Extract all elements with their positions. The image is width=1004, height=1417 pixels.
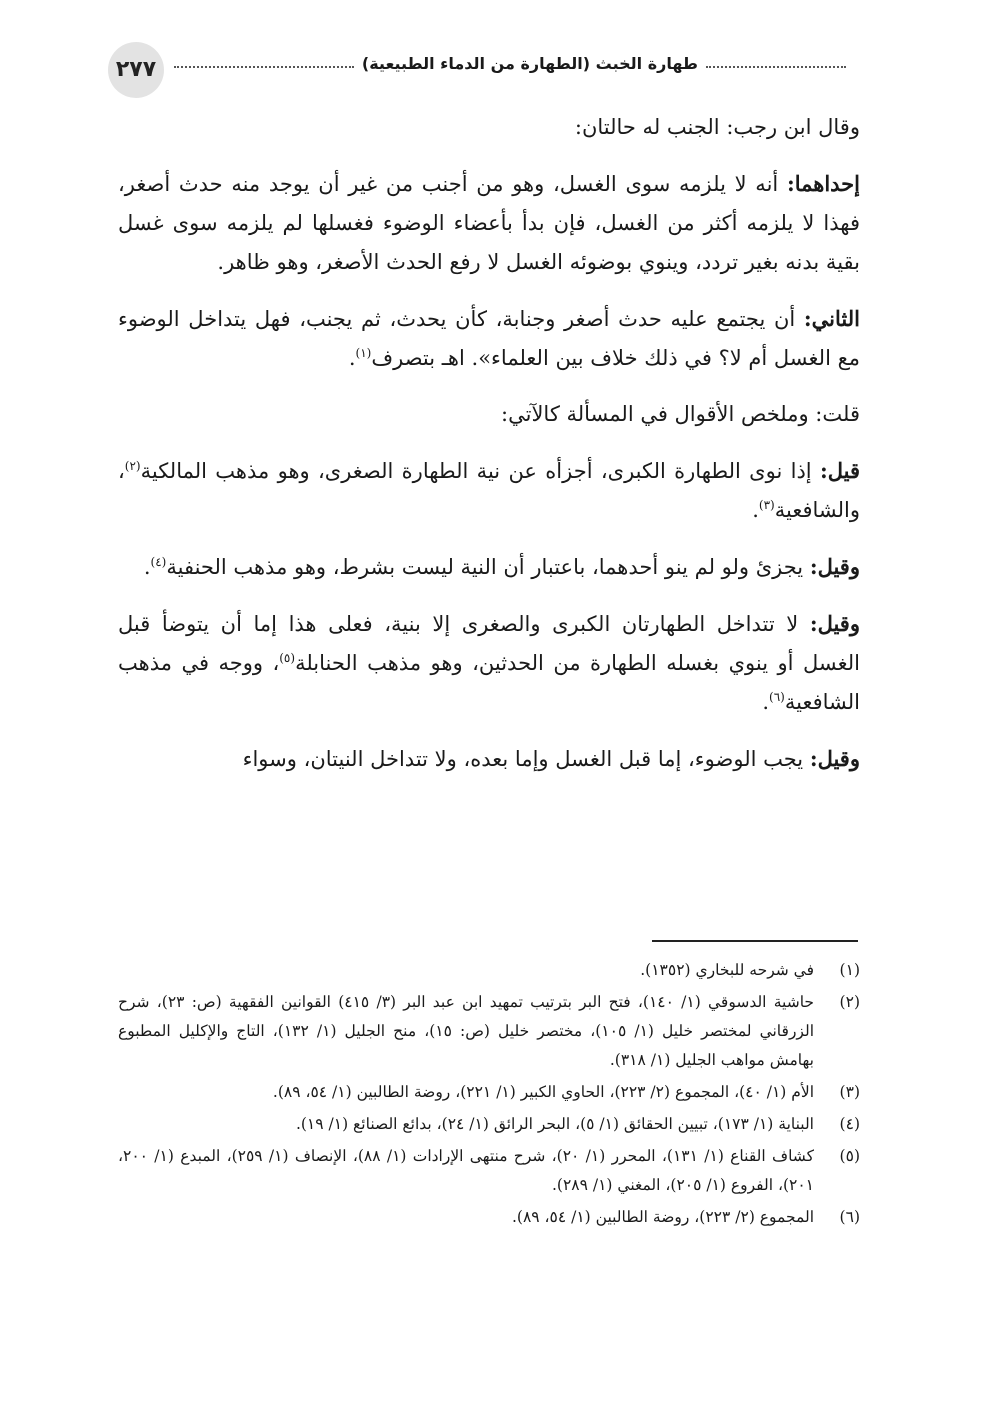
paragraph-intro: وقال ابن رجب: الجنب له حالتان: [574, 115, 860, 139]
paragraph-opinion-2 [118, 547, 860, 587]
paragraph-end: . [143, 555, 151, 579]
paragraph-lead: وقيل: [809, 554, 860, 579]
paragraph-summary: قلت: وملخص الأقوال في المسألة كالآتي: [501, 402, 860, 426]
footnote-text: كشاف القناع (١/ ١٣١)، المحرر (١/ ٢٠)، شرح منتهى الإرادات (١/ ٨٨)، الإنصاف (١/ ٢٥٩)، المبدع (١/ ٢٠٠، ٢٠١)، الفروع (١/ ٢٠٥)، المغني (١/ ٢٨٩). [118, 1147, 814, 1194]
footnote [118, 1078, 860, 1107]
footnote-ref[interactable]: (٤) [150, 555, 167, 569]
paragraph-lead: الثاني: [803, 306, 860, 331]
paragraph-text: أن يجتمع عليه حدث أصغر وجنابة، كأن يحدث، ثم يجنب، فهل يتداخل الوضوء مع الغسل أم لا؟ في ذلك خلاف بين العلماء». اهـ بتصرف [118, 307, 860, 370]
footnotes [118, 956, 860, 1235]
footnote-separator [652, 940, 858, 942]
paragraph-first-case [118, 164, 860, 282]
paragraph-text: إذا نوى الطهارة الكبرى، أجزأه عن نية الطهارة الصغرى، وهو مذهب المالكية [140, 459, 820, 483]
footnote-number: (٦) [839, 1208, 860, 1226]
paragraph-lead: وقيل: [809, 746, 860, 771]
footnote [118, 1110, 860, 1139]
chapter-title: طهارة الخبث (الطهارة من الدماء الطبيعية) [361, 54, 698, 73]
paragraph-opinion-4 [118, 739, 860, 779]
footnote-text: الأم (١/ ٤٠)، المجموع (٢/ ٢٢٣)، الحاوي الكبير (١/ ٢٢١)، روضة الطالبين (١/ ٥٤، ٨٩). [272, 1083, 814, 1101]
footnote-text: حاشية الدسوقي (١/ ١٤٠)، فتح البر بترتيب تمهيد ابن عبد البر (٣/ ٤١٥) القوانين الفقهية (ص: ٢٣)، شرح الزرقاني لمختصر خليل (١/ ١٠٥)، مختصر خليل (ص: ١٥)، منح الجليل (١/ ١٣٢)، التاج والإكليل المطبوع بهامش مواهب الجليل (١/ ٣١٨). [118, 993, 815, 1069]
dotted-leader-left [174, 65, 354, 68]
paragraph-opinion-3 [118, 604, 860, 722]
footnote-number: (٤) [839, 1115, 860, 1133]
paragraph-text: ، والشافعية [118, 459, 860, 522]
paragraph-lead: إحداهما: [786, 171, 860, 196]
footnote-number: (٣) [839, 1083, 860, 1101]
footnote-text: المجموع (٢/ ٢٢٣)، روضة الطالبين (١/ ٥٤، ٨٩). [511, 1208, 814, 1226]
footnote-text: في شرحه للبخاري (١٣٥٢). [640, 961, 814, 979]
footnote-number: (١) [839, 961, 860, 979]
footnote [118, 1142, 860, 1200]
footnote-ref[interactable]: (٥) [279, 651, 296, 665]
dotted-leader-right [706, 65, 846, 68]
paragraph-text: يجب الوضوء، إما قبل الغسل وإما بعده، ولا تتداخل النيتان، وسواء [242, 747, 810, 771]
paragraph-second-case [118, 299, 860, 378]
footnote [118, 956, 860, 985]
footnote-ref[interactable]: (١) [355, 346, 372, 360]
paragraph-end: . [752, 498, 759, 522]
footnote-ref[interactable]: (٦) [769, 690, 785, 704]
page-number: ٢٧٧ [108, 42, 164, 98]
footnote [118, 1203, 860, 1232]
paragraph-lead: وقيل: [809, 611, 860, 636]
main-text [118, 108, 860, 796]
footnote-number: (٥) [839, 1147, 860, 1165]
footnote-ref[interactable]: (٢) [124, 459, 141, 473]
paragraph-lead: قيل: [819, 458, 860, 483]
footnote-number: (٢) [839, 993, 860, 1011]
paragraph-end: . [348, 346, 356, 370]
paragraph-text: ، ووجه في مذهب الشافعية [118, 651, 860, 714]
footnote [118, 988, 860, 1075]
running-title [174, 54, 846, 73]
footnote-ref[interactable]: (٣) [758, 498, 775, 512]
paragraph-text: أنه لا يلزمه سوى الغسل، وهو من أجنب من غير أن يوجد منه حدث أصغر، فهذا لا يلزمه أكثر من الغسل، فإن بدأ بأعضاء الوضوء فغسلها لم يلزمه سوى غسل بقية بدنه بغير تردد، وينوي بوضوئه الغسل لا رفع الحدث الأصغر، وهو ظاهر. [118, 172, 860, 274]
paragraph-text: لا تتداخل الطهارتان الكبرى والصغرى إلا بنية، فعلى هذا إما أن يتوضأ قبل الغسل أو ينوي بغسله الطهارة من الحدثين، وهو مذهب الحنابلة [118, 612, 860, 675]
paragraph-opinion-1 [118, 451, 860, 530]
paragraph-end: . [762, 690, 770, 714]
paragraph-text: يجزئ ولو لم ينو أحدهما، باعتبار أن النية ليست بشرط، وهو مذهب الحنفية [166, 555, 810, 579]
footnote-text: البناية (١/ ١٧٣)، تبيين الحقائق (١/ ٥)، البحر الرائق (١/ ٢٤)، بدائع الصنائع (١/ ١٩). [295, 1115, 814, 1133]
page-header [108, 42, 846, 98]
